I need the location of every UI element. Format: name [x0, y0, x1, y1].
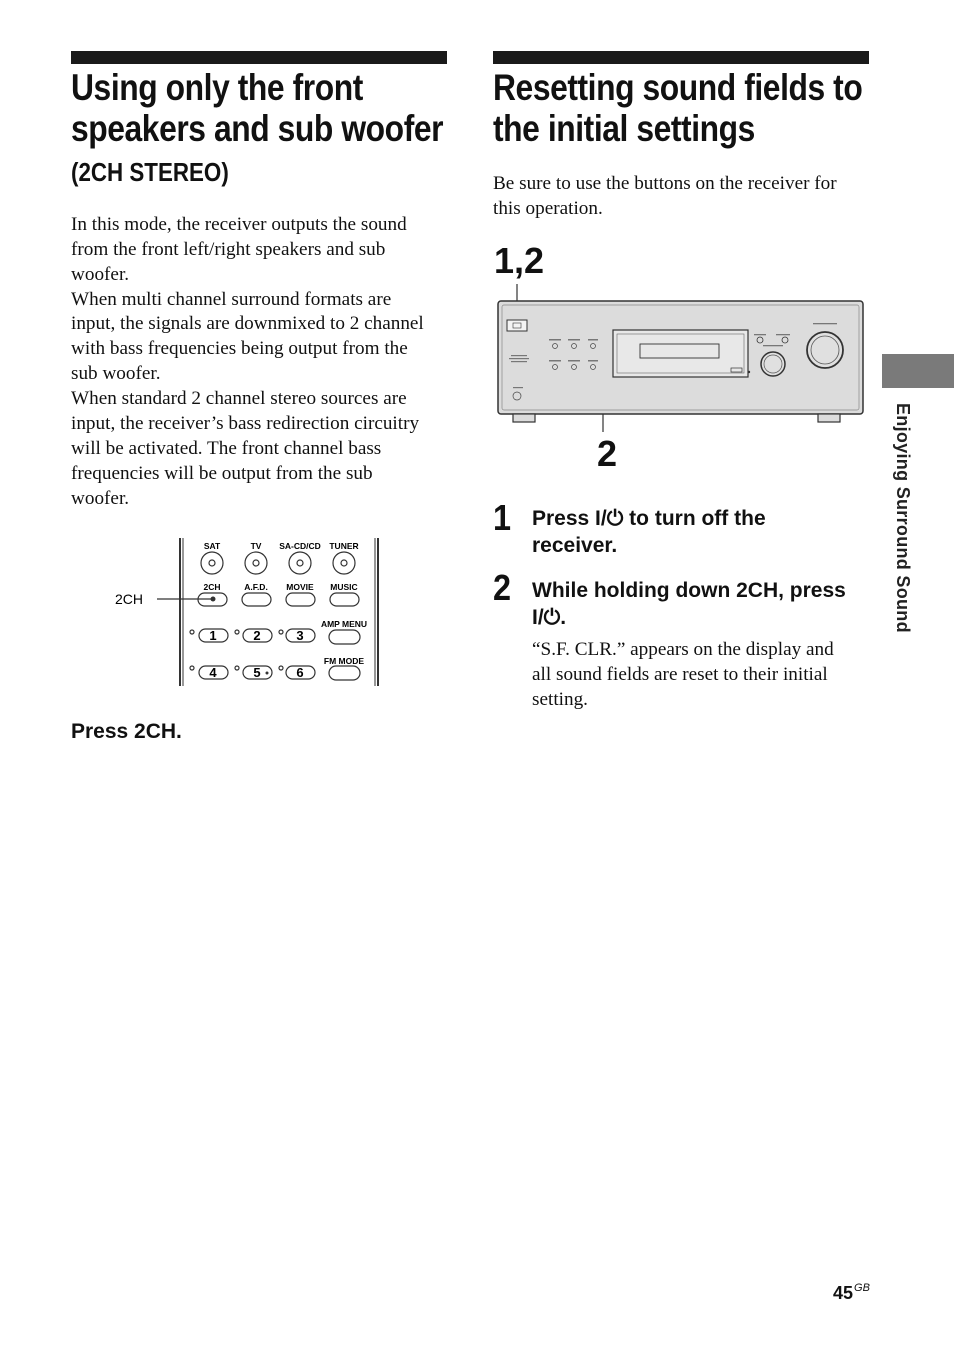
remote-digit-6: 6 [296, 665, 304, 680]
step-2-note-line: all sound fields are reset to their initial [532, 664, 828, 685]
right-title-line2: the initial settings [493, 108, 755, 149]
step-1-line2: receiver. [532, 534, 618, 557]
page-number [833, 1283, 870, 1304]
left-body-line: When standard 2 channel stereo sources are [71, 388, 407, 409]
left-body-line: woofer. [71, 488, 130, 509]
left-header-rule [71, 51, 447, 64]
remote-label-afd: A.F.D. [244, 582, 268, 592]
step-2-note-line: setting. [532, 689, 588, 710]
left-body-line: input, the receiver’s bass redirection circuitry [71, 413, 420, 434]
remote-digit-3: 3 [296, 628, 304, 643]
right-intro-line1: Be sure to use the buttons on the receiver for [493, 173, 837, 194]
right-title-line1: Resetting sound fields to [493, 67, 863, 108]
remote-illustration [100, 536, 390, 688]
left-title-line1: Using only the front [71, 67, 363, 108]
section-tab-marker [882, 354, 954, 388]
right-header-rule [493, 51, 869, 64]
left-body-line: with bass frequencies being output from the [71, 338, 408, 359]
remote-label-music: MUSIC [330, 582, 358, 592]
figure-callout-top: 1,2 [494, 240, 545, 281]
left-body-line: sub woofer. [71, 363, 161, 384]
left-body-line: from the front left/right speakers and sub [71, 239, 386, 260]
remote-label-fm-mode: FM MODE [323, 656, 365, 666]
remote-digit-4: 4 [209, 665, 217, 680]
remote-digit-5: 5 [253, 665, 261, 680]
step-1-number: 1 [493, 497, 512, 538]
section-side-label: Enjoying Surround Sound [893, 403, 913, 633]
remote-digit-2: 2 [253, 628, 261, 643]
right-intro-line2: this operation. [493, 198, 603, 219]
remote-digit-1: 1 [209, 628, 217, 643]
remote-label-movie: MOVIE [286, 582, 314, 592]
remote-label-amp-menu: AMP MENU [320, 619, 368, 629]
left-instruction: Press 2CH. [71, 720, 182, 743]
left-body-line: will be activated. The front channel bass [71, 438, 382, 459]
left-body-line: woofer. [71, 264, 130, 285]
step-1-line1: Press I/⏻ to turn off the [532, 507, 766, 530]
left-subtitle: (2CH STEREO) [71, 157, 229, 187]
remote-label-2ch: 2CH [203, 582, 221, 592]
step-2-line2: I/⏻. [532, 606, 567, 629]
step-2-number: 2 [493, 567, 512, 608]
step-2-note-line: “S.F. CLR.” appears on the display and [532, 639, 834, 660]
receiver-illustration [493, 280, 873, 474]
remote-label-tv: TV [250, 541, 262, 551]
left-body-line: input, the signals are downmixed to 2 channel [71, 313, 424, 334]
remote-label-sacd: SA-CD/CD [279, 541, 321, 551]
left-body-line: When multi channel surround formats are [71, 289, 392, 310]
remote-label-tuner: TUNER [329, 541, 359, 551]
figure-callout-bottom: 2 [597, 433, 618, 474]
remote-label-sat: SAT [203, 541, 221, 551]
remote-callout-2ch: 2CH [115, 591, 144, 607]
left-body-line: frequencies will be output from the sub [71, 463, 373, 484]
left-body-line: In this mode, the receiver outputs the sound [71, 214, 407, 235]
left-title-line2: speakers and sub woofer [71, 108, 444, 149]
page-number-suffix: GB [854, 1282, 870, 1294]
step-2-line1: While holding down 2CH, press [532, 579, 846, 602]
page-number-value: 45 [833, 1283, 854, 1303]
